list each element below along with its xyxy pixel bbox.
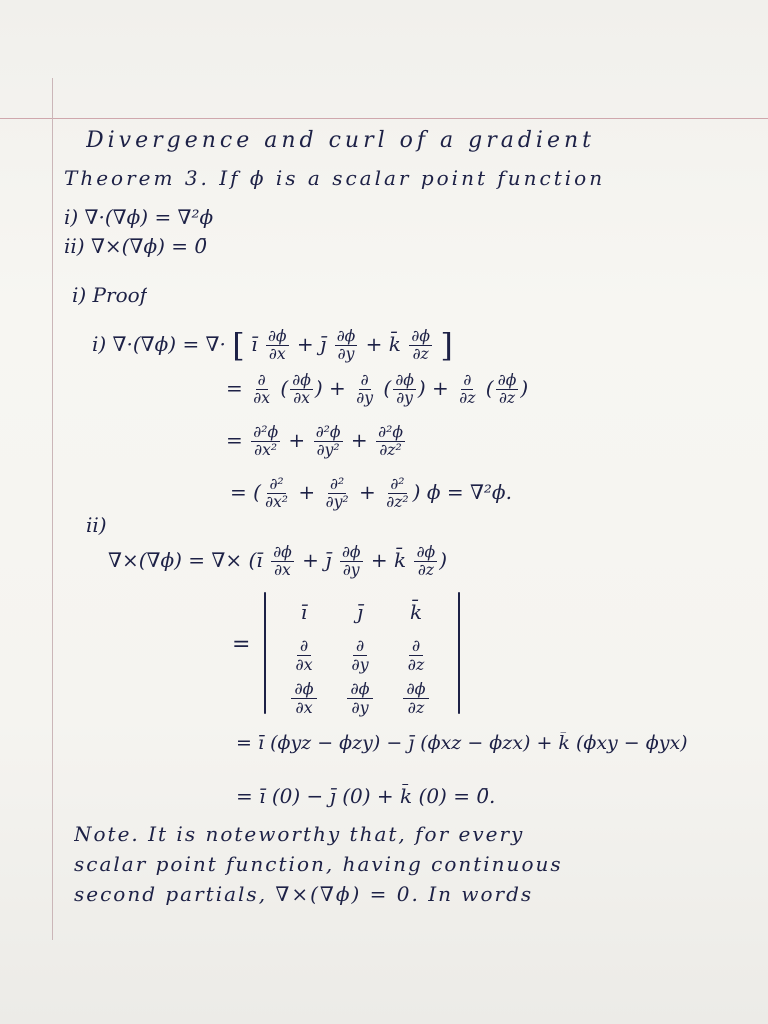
note-line-2: scalar point function, having continuous xyxy=(74,852,563,876)
det-cell: $\frac{\partial\phi}{\partial z}$ xyxy=(388,675,444,718)
claim-divergence: i) ∇·(∇ϕ) = ∇²ϕ xyxy=(64,205,214,229)
note-line-1: Note. It is noteworthy that, for every xyxy=(74,822,525,846)
det-cell: $\frac{\partial}{\partial y}$ xyxy=(351,636,369,675)
det-cell: $\frac{\partial}{\partial x}$ xyxy=(295,636,313,675)
proof-step-4: = ( $\frac{\text{∂²}}{\text{∂x²}}$ + $\frac{\text{∂²}}{\text{∂y²}}$ + $\frac{\text{∂²}}{\text{∂z²}}$ ) ϕ = ∇²ϕ. xyxy=(230,474,512,511)
heading: Divergence and curl of a gradient xyxy=(86,128,595,153)
proof-step-2: = $\frac{\partial}{\partial x}$ ( $\frac{\partial\phi}{\partial x}$ ) + $\frac{\partial}{\partial y}$ ( $\frac{\partial\phi}{\partial y}$ ) + $\frac{\partial}{\partial z}$ ( $\frac{\partial\phi}{\partial z}$ ) xyxy=(226,370,529,407)
proof-step-3: = $\frac{\text{∂²ϕ}}{\text{∂x²}}$ + $\frac{\text{∂²ϕ}}{\text{∂y²}}$ + $\frac{\text{∂²ϕ}}{\text{∂z²}}$ xyxy=(226,422,403,459)
proof-step-1: i) ∇·(∇ϕ) = ∇· [ ī $\frac{\partial\phi}{\partial x}$ + j̄ $\frac{\partial\phi}{\partial y}$ + k̄ $\frac{\partial\phi}{\partial z}$ ] xyxy=(92,326,453,365)
det-cell: $\frac{\partial\phi}{\partial x}$ xyxy=(276,675,332,718)
claim-curl: ii) ∇×(∇ϕ) = 0̄ xyxy=(64,234,208,258)
theorem-statement: Theorem 3. If ϕ is a scalar point function xyxy=(64,166,606,190)
det-cell: ī xyxy=(300,600,308,624)
det-matrix xyxy=(276,592,444,718)
curl-determinant xyxy=(258,592,466,718)
note-line-3: second partials, ∇×(∇ϕ) = 0. In words xyxy=(74,882,534,906)
det-cell: j̄ xyxy=(356,600,364,624)
margin-rule xyxy=(52,78,53,940)
curl-expression: ∇×(∇ϕ) = ∇× (ī $\frac{\partial\phi}{\partial x}$ + j̄ $\frac{\partial\phi}{\partial y}$ + k̄ $\frac{\partial\phi}{\partial z}$ ) xyxy=(108,542,447,579)
page-top-rule xyxy=(0,118,768,119)
det-equals: = xyxy=(232,632,251,657)
det-cell: k̄ xyxy=(409,600,423,624)
proof-label: i) Proof xyxy=(72,283,148,307)
det-cell: $\frac{\partial\phi}{\partial y}$ xyxy=(332,675,388,718)
part-ii-label: ii) xyxy=(86,513,107,537)
det-right-bar xyxy=(458,592,460,714)
det-left-bar xyxy=(264,592,266,714)
expansion-line: = ī (ϕyz − ϕzy) − j̄ (ϕxz − ϕzx) + k̄ (ϕxy − ϕyx) xyxy=(236,732,688,754)
zero-result-line: = ī (0) − j̄ (0) + k̄ (0) = 0̄. xyxy=(236,784,496,808)
det-cell: $\frac{\partial}{\partial z}$ xyxy=(407,636,425,675)
